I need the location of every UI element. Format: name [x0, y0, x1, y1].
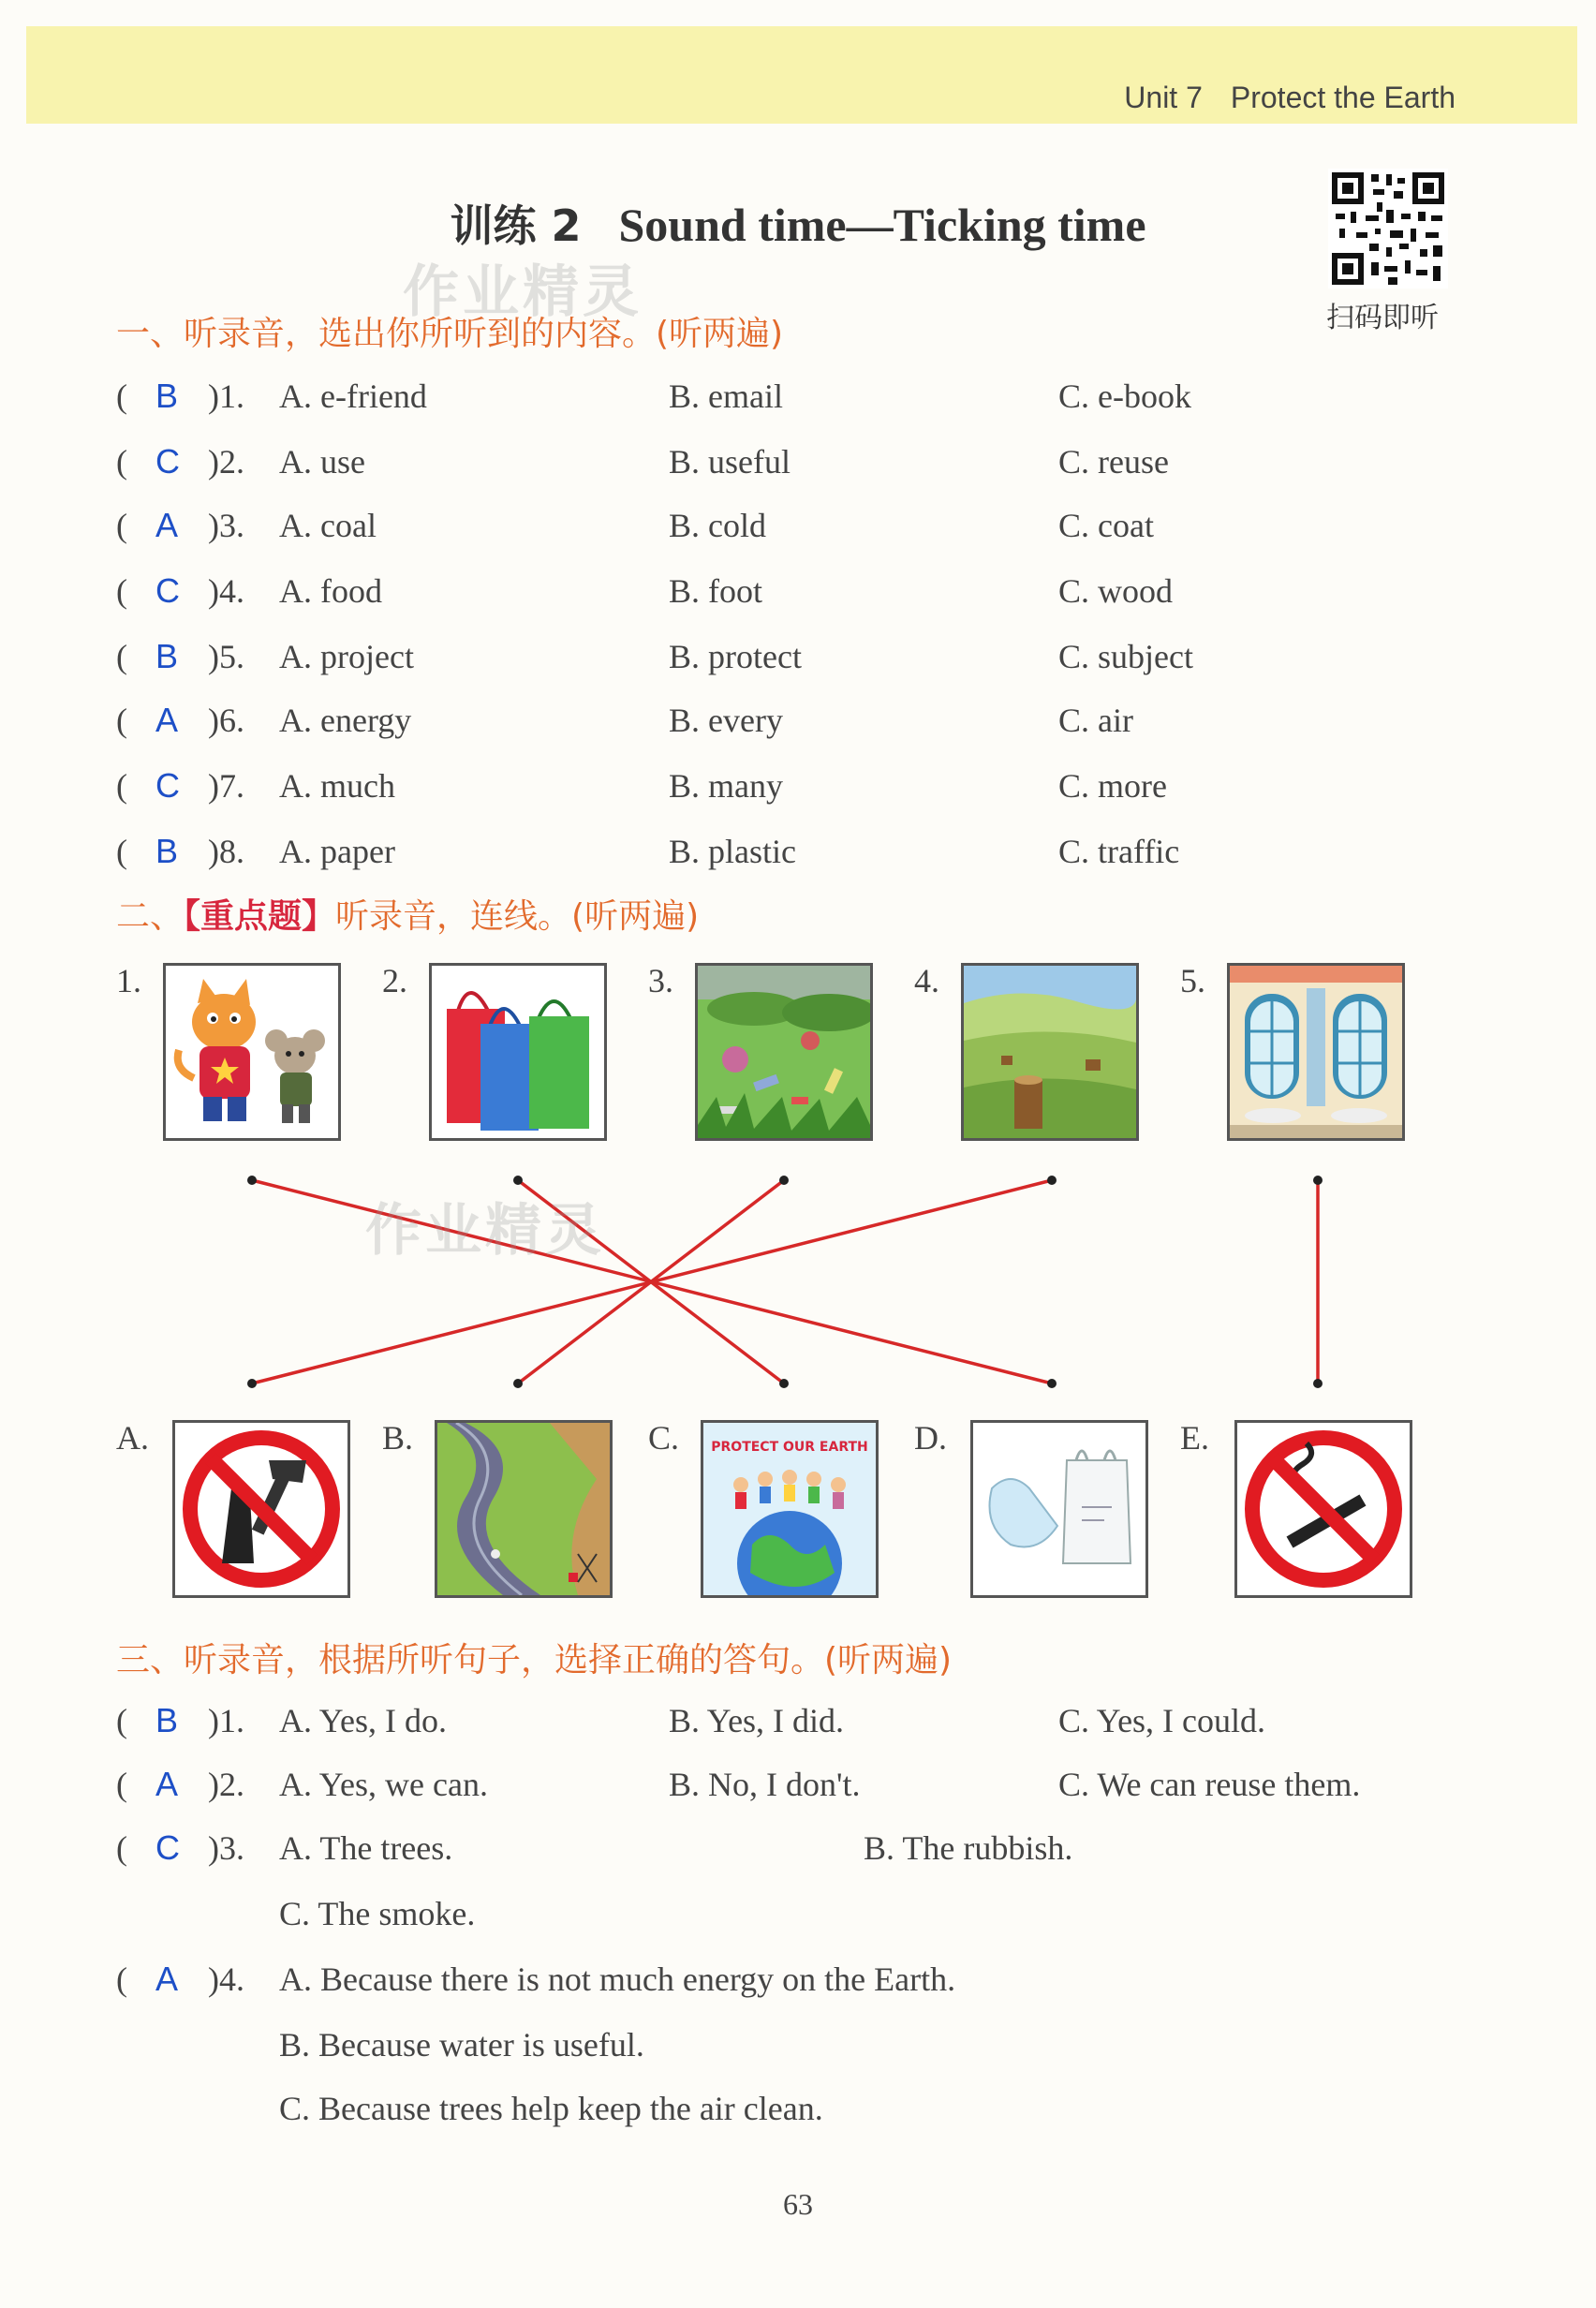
s1-row-5-option-c: C. subject	[1058, 638, 1193, 675]
s3-q2-answer: A	[155, 1765, 179, 1803]
watermark-middle: 作业精灵	[365, 1198, 605, 1264]
title-cn: 训练 2	[450, 200, 582, 251]
s1-row-7-option-c: C. more	[1058, 767, 1167, 805]
match-dot-top-5[interactable]	[1313, 1176, 1323, 1185]
s3-q2-option-c: C. We can reuse them.	[1058, 1766, 1361, 1803]
match-dot-bottom-E[interactable]	[1313, 1379, 1323, 1388]
s1-row-8-answer: B	[155, 832, 179, 870]
s1-row-4-option-c: C. wood	[1058, 572, 1174, 610]
s1-row-1-option-a: A. e-friend	[279, 377, 427, 415]
picture-protect-earth-poster	[701, 1420, 879, 1598]
s1-row-3-option-b: B. cold	[669, 507, 766, 544]
s1-row-7-option-a: A. much	[279, 767, 395, 805]
match-dot-bottom-A[interactable]	[247, 1379, 257, 1388]
s3-q1-number: )1.	[208, 1702, 244, 1739]
s1-row-5-paren: (	[116, 638, 127, 675]
s1-row-3-option-a: A. coal	[279, 507, 377, 544]
s1-row-1-paren: (	[116, 377, 127, 415]
s3-q4-option-c: C. Because trees help keep the air clean.	[279, 2090, 823, 2127]
s1-row-7-number: )7.	[208, 767, 244, 805]
s3-q4-option-a: A. Because there is not much energy on the Earth.	[279, 1960, 956, 1998]
match-bottom-label-D: D.	[914, 1419, 947, 1457]
section2-heading-pre: 二、	[116, 897, 185, 936]
watermark-top: 作业精灵	[403, 259, 643, 325]
s1-row-4-paren: (	[116, 572, 127, 610]
s3-q3-option-a: A. The trees.	[279, 1829, 453, 1867]
s3-q3-answer: C	[155, 1828, 180, 1867]
s1-row-2-paren: (	[116, 443, 127, 481]
s3-q1-option-a: A. Yes, I do.	[279, 1702, 448, 1739]
s3-q2-option-b: B. No, I don't.	[669, 1766, 861, 1803]
s1-row-5-answer: B	[155, 637, 179, 675]
picture-plastic-bags	[970, 1420, 1148, 1598]
match-dot-bottom-B[interactable]	[513, 1379, 523, 1388]
s1-row-8-paren: (	[116, 833, 127, 870]
match-dot-top-4[interactable]	[1047, 1176, 1057, 1185]
s1-row-8-number: )8.	[208, 833, 244, 870]
s3-q4-number: )4.	[208, 1960, 244, 1998]
s1-row-1-answer: B	[155, 377, 179, 415]
section3-heading: 三、听录音，根据所听句子，选择正确的答句。(听两遍)	[116, 1641, 953, 1679]
s1-row-2-option-c: C. reuse	[1058, 443, 1169, 481]
s1-row-6-number: )6.	[208, 702, 244, 739]
match-bottom-label-B: B.	[382, 1419, 414, 1457]
picture-no-smoking	[1234, 1420, 1412, 1598]
section1-heading: 一、听录音，选出你所听到的内容。(听两遍)	[116, 315, 784, 353]
s1-row-3-paren: (	[116, 507, 127, 544]
s1-row-7-paren: (	[116, 767, 127, 805]
s3-q1-option-c: C. Yes, I could.	[1058, 1702, 1266, 1739]
s1-row-2-option-b: B. useful	[669, 443, 791, 481]
match-top-label-4: 4.	[914, 962, 939, 999]
s3-q4-answer: A	[155, 1960, 179, 1998]
s1-row-3-option-c: C. coat	[1058, 507, 1154, 544]
s1-row-2-option-a: A. use	[279, 443, 365, 481]
match-dot-top-3[interactable]	[779, 1176, 789, 1185]
s1-row-7-option-b: B. many	[669, 767, 783, 805]
s1-row-7-answer: C	[155, 766, 180, 805]
s1-row-8-option-a: A. paper	[279, 833, 395, 870]
s1-row-1-option-c: C. e-book	[1058, 377, 1191, 415]
match-dot-top-2[interactable]	[513, 1176, 523, 1185]
page-number: 63	[783, 2187, 813, 2221]
poster-text: PROTECT OUR EARTH	[711, 1440, 868, 1455]
s1-row-6-option-a: A. energy	[279, 702, 412, 739]
picture-no-tree-cutting	[172, 1420, 350, 1598]
s1-row-8-option-c: C. traffic	[1058, 833, 1180, 870]
match-dot-bottom-D[interactable]	[1047, 1379, 1057, 1388]
match-dot-bottom-C[interactable]	[779, 1379, 789, 1388]
s1-row-6-option-c: C. air	[1058, 702, 1133, 739]
s1-row-3-answer: A	[155, 506, 179, 544]
match-top-label-5: 5.	[1180, 962, 1205, 999]
s1-row-6-paren: (	[116, 702, 127, 739]
match-bottom-label-E: E.	[1180, 1419, 1209, 1457]
s1-row-4-option-b: B. foot	[669, 572, 763, 610]
header-unit: Unit 7	[1124, 81, 1203, 114]
s1-row-8-option-b: B. plastic	[669, 833, 796, 870]
s3-q4-option-b: B. Because water is useful.	[279, 2026, 644, 2064]
match-top-label-3: 3.	[648, 962, 673, 999]
s3-q3-option-b: B. The rubbish.	[864, 1829, 1073, 1867]
title-en: Sound time—Ticking time	[618, 199, 1146, 251]
header-topic: Protect the Earth	[1230, 81, 1456, 114]
s1-row-6-option-b: B. every	[669, 702, 783, 739]
s1-row-2-answer: C	[155, 442, 180, 481]
s1-row-1-number: )1.	[208, 377, 244, 415]
match-dot-top-1[interactable]	[247, 1176, 257, 1185]
s1-row-1-option-b: B. email	[669, 377, 783, 415]
s3-q3-number: )3.	[208, 1829, 244, 1867]
qr-label: 扫码即听	[1326, 302, 1439, 334]
section2-heading-highlight: 【重点题】	[184, 897, 336, 936]
s1-row-4-answer: C	[155, 571, 180, 610]
s3-q2-number: )2.	[208, 1766, 244, 1803]
s1-row-3-number: )3.	[208, 507, 244, 544]
match-top-label-2: 2.	[382, 962, 407, 999]
s1-row-4-number: )4.	[208, 572, 244, 610]
s3-q1-answer: B	[155, 1701, 179, 1739]
s3-q3-option-c: C. The smoke.	[279, 1895, 476, 1932]
s1-row-5-number: )5.	[208, 638, 244, 675]
s3-q2-option-a: A. Yes, we can.	[279, 1766, 488, 1803]
match-bottom-label-C: C.	[648, 1419, 680, 1457]
s3-q1-option-b: B. Yes, I did.	[669, 1702, 845, 1739]
s1-row-6-answer: A	[155, 701, 179, 739]
match-top-label-1: 1.	[116, 962, 141, 999]
s1-row-5-option-a: A. project	[279, 638, 414, 675]
match-bottom-label-A: A.	[116, 1419, 149, 1457]
section2-heading-post: 听录音，连线。(听两遍)	[335, 897, 700, 936]
picture-polluted-river	[435, 1420, 613, 1598]
s1-row-5-option-b: B. protect	[669, 638, 802, 675]
s1-row-2-number: )2.	[208, 443, 244, 481]
s1-row-4-option-a: A. food	[279, 572, 382, 610]
